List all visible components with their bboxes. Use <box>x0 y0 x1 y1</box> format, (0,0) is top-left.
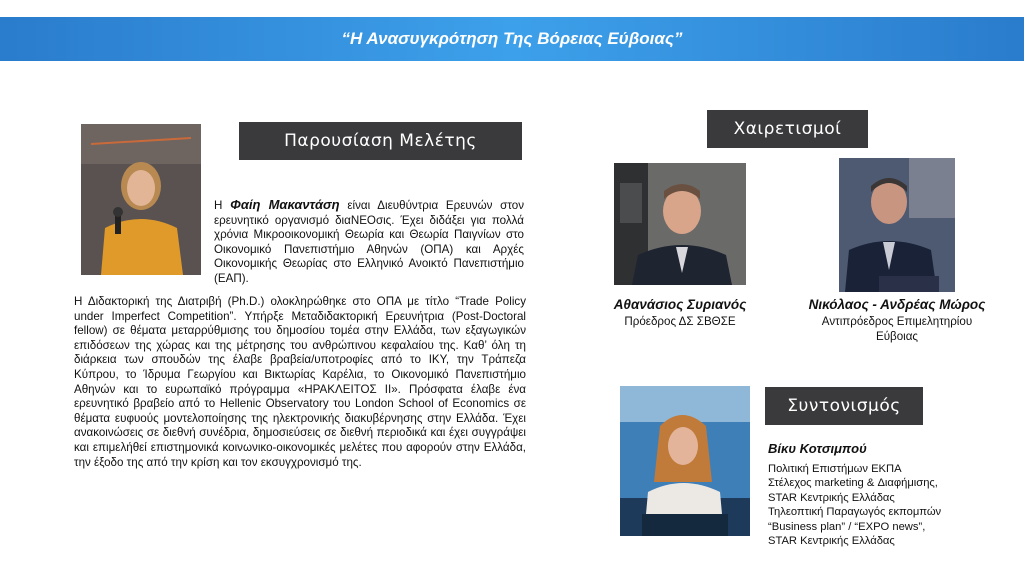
speaker-role-syrianos: Πρόεδρος ΔΣ ΣΒΘΣΕ <box>624 315 736 328</box>
coordinator-role-line: Πολιτική Επιστήμων ΕΚΠΑ <box>768 463 902 475</box>
coordinator-role-line: Στέλεχος marketing & Διαφήμισης, <box>768 477 938 490</box>
intro-text: είναι Διευθύντρια Ερευνών στον ερευνητικό οργανισμό διαΝΕΟσις. Έχει διδάξει για πολλά χρόνια Μικροοικονομική Θεωρία και Θεωρία Παιγνίων στο Οικονομικό Πανεπιστήμιο Αθηνών (ΟΠΑ) και Αρχές Οικονομικής Θεωρίας στο Ελληνικό Ανοικτό Πανεπιστήμιο (ΕΑΠ). <box>214 199 525 285</box>
speaker-name-syrianos: Αθανάσιος Συριανός <box>613 297 747 312</box>
speaker-photo-makantasi <box>81 124 201 275</box>
speaker-photo-syrianos <box>614 163 746 285</box>
coordinator-role-line: STAR Κεντρικής Ελλάδας <box>768 491 895 504</box>
coordinator-role-line: “Business plan” / “EXPO news”, <box>768 520 926 533</box>
coordinator-name: Βίκυ Κοτσιμπού <box>768 441 867 456</box>
speaker-bio: Η Διδακτορική της Διατριβή (Ph.D.) ολοκληρώθηκε στο ΟΠΑ με τίτλο “Trade Policy under Imperfect Competition”. Υπήρξε Μεταδιδακτορική Ερευνήτρια (Post-Doctoral fellow) σε θέματα μεταρρύθμισης του δημοσίου τομέα στην Ελλάδα, των εξαγωγικών επιδόσεων της χώρας και της μέτρησης του ανθρώπινου κεφαλαίου της. Καθ’ όλη τη διάρκεια των σπουδών της έλαβε βραβεία/υποτροφίες από το ΙΚΥ, την Τράπεζα Κύπρου, το Ίδρυμα Γεωργίου και Βικτωρίας Καρέλια, το Οικονομικό Πανεπιστήμιο Αθηνών και το ευρωπαϊκό πρόγραμμα «ΗΡΑΚΛΕΙΤΟΣ ΙΙ». Πρόσφατα έλαβε ένα ερευνητικό βραβείο από το Hellenic Observatory του London School of Economics σε θέματα ευφυούς μοντελοποίησης της ηλεκτρονικής διακυβέρνησης στην Ελλάδα. Έχει ανακοινώσεις σε διεθνή συνέδρια, δημοσιεύσεις σε διεθνή περιοδικά και έχει συγγράψει και επιμελήθεί επιστημονικά κοινωνικο-οικονομικές μελέτες που αφορούν στην Ελλάδα, την έξοδο της από την κρίση και τον εκσυγχρονισμό της. <box>74 295 526 469</box>
speaker-intro <box>214 198 524 287</box>
speaker-name-moros: Νικόλαος - Ανδρέας Μώρος <box>808 297 986 312</box>
coordination-heading: Συντονισμός <box>765 387 923 425</box>
coordinator-photo-kotsimpou <box>620 386 750 536</box>
presentation-heading: Παρουσίαση Μελέτης <box>239 122 522 160</box>
speaker-role-moros-line1: Αντιπρόεδρος Επιμελητηρίου <box>821 315 973 328</box>
speaker-role-moros <box>792 315 1002 344</box>
coordinator-role-line: STAR Κεντρικής Ελλάδας <box>768 535 895 548</box>
event-title: “Η Ανασυγκρότηση Της Βόρειας Εύβοιας” <box>341 29 683 48</box>
speaker-role-moros-line2: Εύβοιας <box>875 329 919 343</box>
intro-prefix: Η <box>214 199 231 212</box>
speaker-name-makantasi: Φαίη Μακαντάση <box>230 197 340 212</box>
greetings-heading: Χαιρετισμοί <box>707 110 868 148</box>
coordinator-role-line: Τηλεοπτική Παραγωγός εκπομπών <box>768 506 942 519</box>
coordinator-roles <box>768 462 941 548</box>
title-banner <box>0 17 1024 61</box>
speaker-photo-moros <box>839 158 955 292</box>
